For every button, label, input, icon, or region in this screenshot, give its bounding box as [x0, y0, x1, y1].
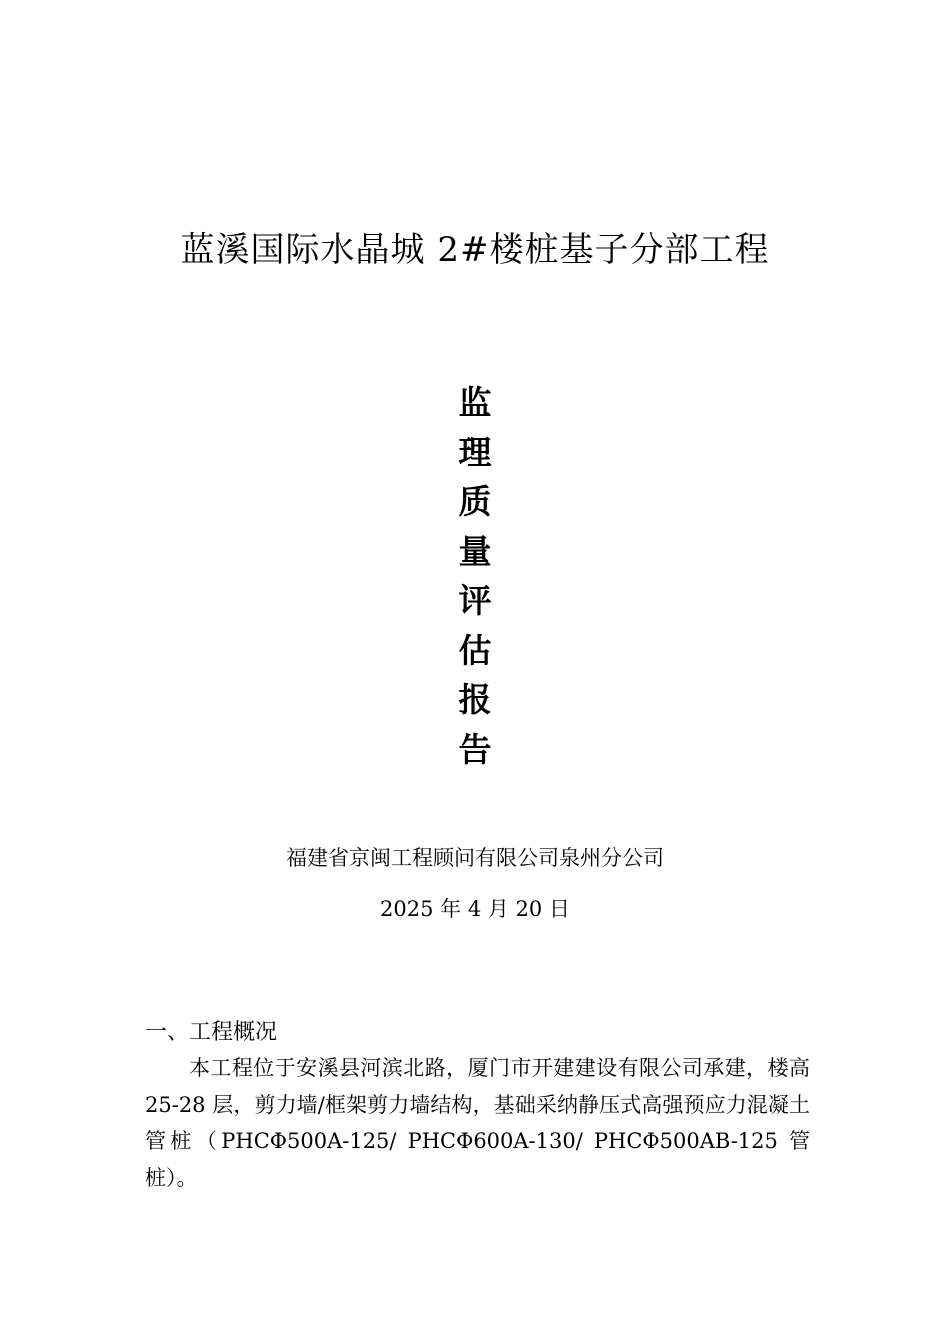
report-title-char: 质 — [458, 482, 492, 521]
report-title-char: 理 — [458, 432, 492, 472]
organization-name: 福建省京闽工程顾问有限公司泉州分公司 — [286, 846, 664, 870]
section-paragraph: 本工程位于安溪县河滨北路，厦门市开建建设有限公司承建，楼高 25-28 层，剪力墙/框架剪力墙结构，基础采纳静压式高强预应力混凝土管桩（PHCΦ500A-125/ PHCΦ600A-130/ PHCΦ500AB-125 管桩）。 — [145, 1056, 810, 1190]
report-title-char: 估 — [458, 630, 492, 670]
report-title-char: 报 — [458, 680, 492, 719]
project-title: 蓝溪国际水晶城 2#楼桩基子分部工程 — [180, 230, 770, 270]
report-title — [450, 378, 500, 774]
section-heading: 一、工程概况 — [145, 1020, 278, 1045]
report-title-char: 告 — [458, 729, 492, 769]
report-title-char: 量 — [458, 531, 492, 571]
report-title-char: 评 — [458, 581, 492, 620]
report-title-char: 监 — [458, 383, 492, 422]
report-date: 2025 年 4 月 20 日 — [380, 897, 570, 921]
